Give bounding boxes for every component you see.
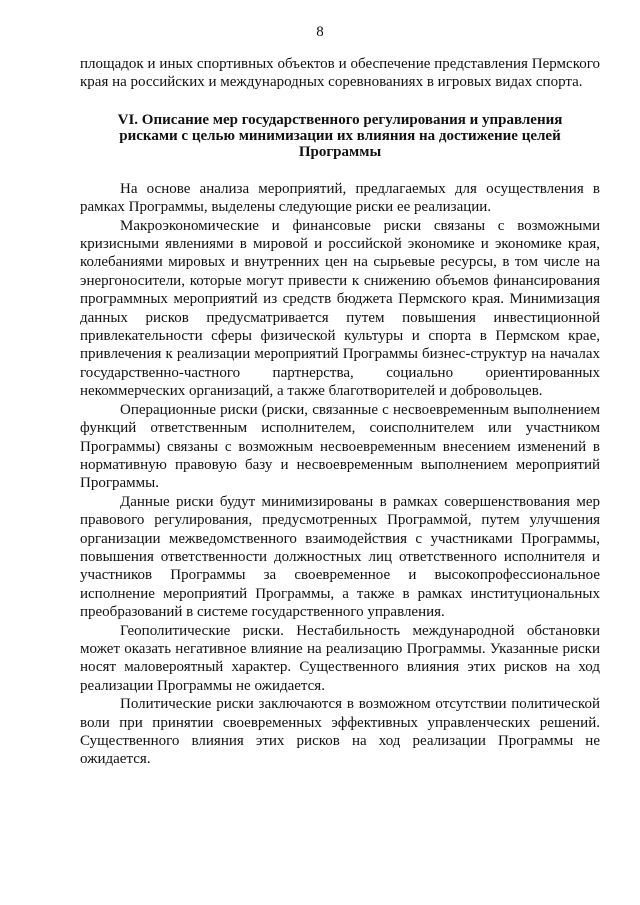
page-number: 8 — [316, 24, 324, 40]
section-heading-line-1: VI. Описание мер государственного регулирования и управления — [117, 111, 563, 128]
page-content — [80, 55, 600, 769]
paragraph-geopolitical-risks: Геополитические риски. Нестабильность международной обстановки может оказать негативное влияние на реализацию Программы. Указанные риски носят маловероятный характер. Существенного влияния этих рисков на ход реализации Программы не ожидается. — [80, 622, 600, 694]
section-heading-line-3: Программы — [298, 143, 382, 160]
paragraph-macroeconomic-risks: Макроэкономические и финансовые риски связаны с возможными кризисными явлениями в мировой и российской экономике и экономике края, колебаниями мировых и внутренних цен на сырьевые ресурсы, в том числе на энергоносители, которые могут привести к снижению объемов финансирования программных мероприятий из средств бюджета Пермского края. Минимизация данных рисков предусматривается путем повышения инвестиционной привлекательности сферы физической культуры и спорта в Пермском крае, привлечения к реализации мероприятий Программы бизнес-структур на началах государственно-частного партнерства, социально ориентированных некоммерческих организаций, а также благотворителей и добровольцев. — [80, 217, 600, 400]
section-heading-line-2: рисками с целью минимизации их влияния на достижение целей — [119, 127, 561, 144]
paragraph-risk-mitigation: Данные риски будут минимизированы в рамках совершенствования мер правового регулирования, предусмотренных Программой, путем улучшения организации межведомственного взаимодействия с участниками Программы, повышения ответственности должностных лиц ответственного исполнителя и участников Программы за своевременное и высокопрофессиональное исполнение мероприятий Программы, а также в рамках институциональных преобразований в системе государственного управления. — [80, 493, 600, 621]
paragraph-political-risks: Политические риски заключаются в возможном отсутствии политической воли при принятии своевременных эффективных управленческих решений. Существенного влияния этих рисков на ход реализации Программы не ожидается. — [80, 696, 600, 768]
section-heading — [80, 112, 600, 160]
paragraph-intro: На основе анализа мероприятий, предлагаемых для осуществления в рамках Программы, выделены следующие риски ее реализации. — [80, 180, 600, 216]
continuation-paragraph: площадок и иных спортивных объектов и обеспечение представления Пермского края на российских и международных соревнованиях в игровых видах спорта. — [80, 56, 600, 91]
paragraph-operational-risks: Операционные риски (риски, связанные с несвоевременным выполнением функций ответственным исполнителем, соисполнителем или участником Программы) связаны с возможным несвоевременным внесением изменений в нормативную правовую базу и несвоевременным выполнением мероприятий Программы. — [80, 401, 600, 492]
